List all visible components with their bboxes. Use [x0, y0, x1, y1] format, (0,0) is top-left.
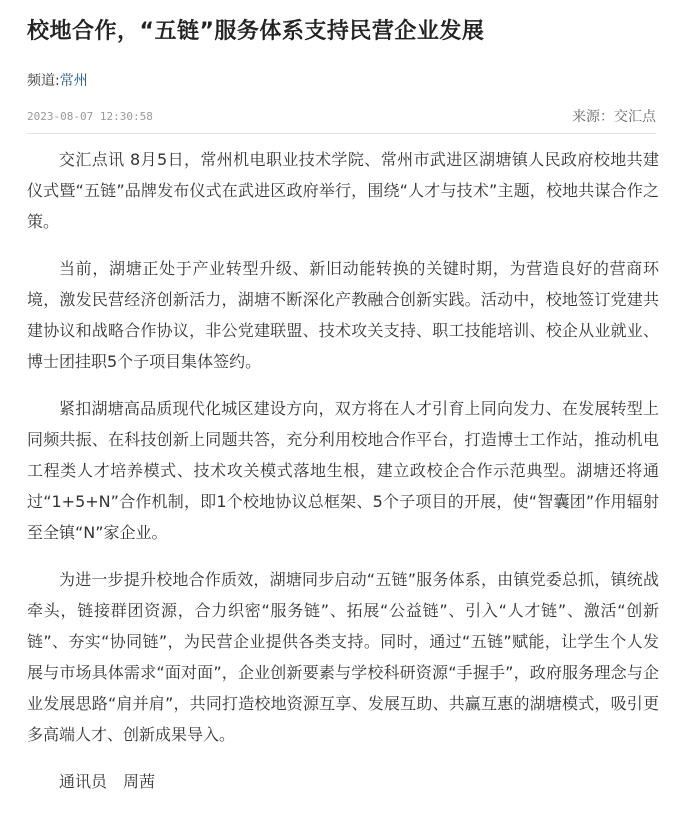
paragraph: 紧扣湖塘高品质现代化城区建设方向，双方将在人才引育上同向发力、在发展转型上同频共振、在科技创新上同题共答，充分利用校地合作平台，打造博士工作站，推动机电工程类人才培养模式、技术攻关模式落地生根，建立政校企合作示范典型。湖塘还将通过“1+5+N”合作机制，即1个校地协议总框架、5个子项目的开展，使“智囊团”作用辐射至全镇“N”家企业。	[27, 399, 659, 542]
byline: 通讯员 周茜	[59, 772, 156, 791]
paragraph: 为进一步提升校地合作质效，湖塘同步启动“五链”服务体系，由镇党委总抓，镇统战牵头，链接群团资源，合力织密“服务链”、拓展“公益链”、引入“人才链”、激活“创新链”、夯实“协同链”，为民营企业提供各类支持。同时，通过“五链”赋能，让学生个人发展与市场具体需求“面对面”，企业创新要素与学校科研资源“手握手”，政府服务理念与企业发展思路“肩并肩”，共同打造校地资源互享、发展互助、共赢互惠的湖塘模式，吸引更多高端人才、创新成果导入。	[27, 570, 659, 744]
paragraph: 当前，湖塘正处于产业转型升级、新旧动能转换的关键时期，为营造良好的营商环境，激发民营经济创新活力，湖塘不断深化产教融合创新实践。活动中，校地签订党建共建协议和战略合作协议，非公党建联盟、技术攻关支持、职工技能培训、校企从业就业、博士团挂职5个子项目集体签约。	[27, 259, 659, 371]
meta-divider	[27, 133, 656, 134]
paragraph: 交汇点讯 8月5日，常州机电职业技术学院、常州市武进区湖塘镇人民政府校地共建仪式暨“五链”品牌发布仪式在武进区政府举行，围绕“人才与技术”主题，校地共谋合作之策。	[27, 150, 659, 231]
publish-date: 2023-08-07 12:30:58	[27, 110, 153, 123]
channel-line	[27, 71, 88, 91]
article-body	[27, 144, 659, 813]
article-source: 来源：交汇点	[572, 109, 656, 125]
channel-link[interactable]: 常州	[59, 73, 88, 89]
article-title: 校地合作，“五链”服务体系支持民营企业发展	[27, 19, 485, 44]
channel-label: 频道:	[27, 73, 60, 89]
article-meta	[27, 106, 656, 128]
